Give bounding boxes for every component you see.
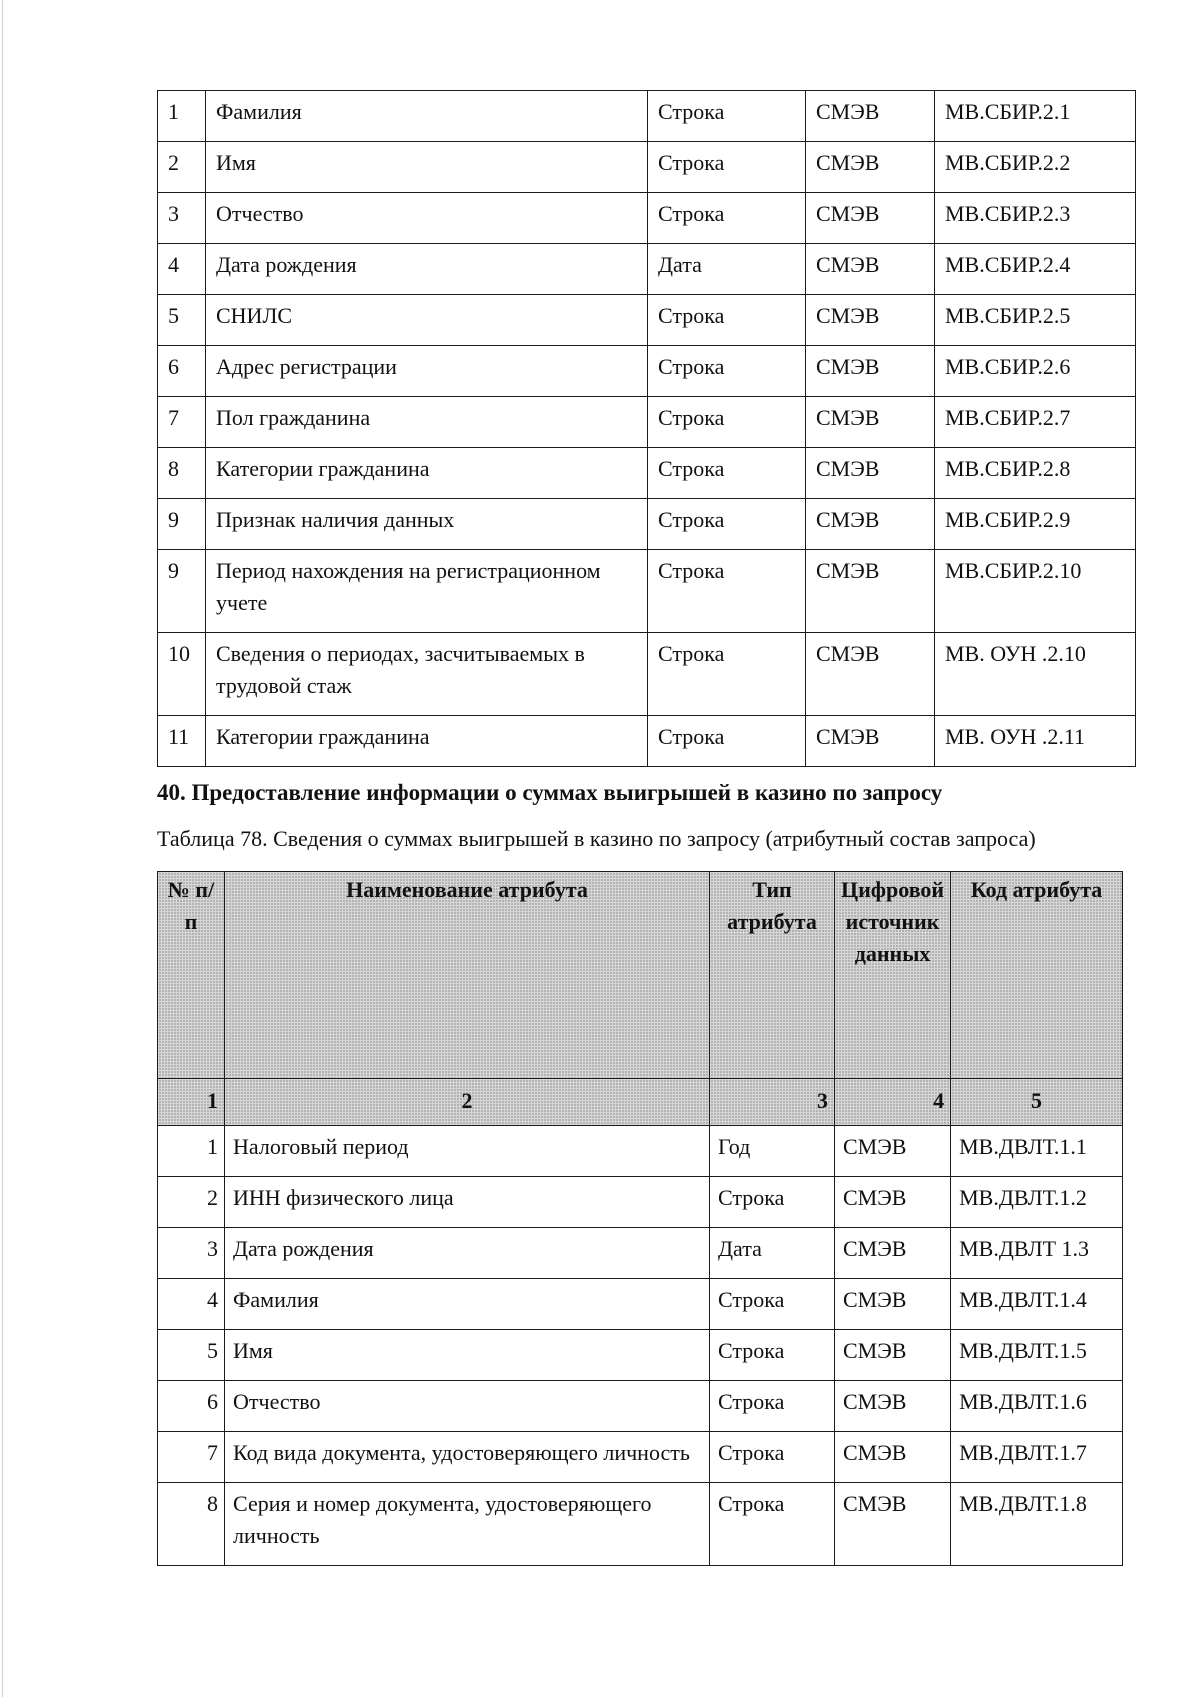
cell-source: СМЭВ	[835, 1228, 951, 1279]
header-code: Код атрибута	[951, 872, 1123, 1079]
cell-name: Категории гражданина	[206, 716, 648, 767]
cell-source: СМЭВ	[835, 1330, 951, 1381]
cell-code: МВ. ОУН .2.10	[935, 633, 1136, 716]
cell-num: 8	[158, 448, 206, 499]
cell-num: 3	[158, 193, 206, 244]
cell-num: 4	[158, 244, 206, 295]
cell-type: Строка	[648, 633, 806, 716]
cell-name: Адрес регистрации	[206, 346, 648, 397]
table-row	[158, 448, 1136, 499]
cell-code: МВ.ДВЛТ.1.5	[951, 1330, 1123, 1381]
cell-num: 6	[158, 1381, 225, 1432]
cell-type: Строка	[710, 1483, 835, 1566]
column-index-2: 2	[225, 1079, 710, 1126]
cell-type: Строка	[710, 1381, 835, 1432]
cell-name: Фамилия	[225, 1279, 710, 1330]
cell-code: МВ.ДВЛТ.1.4	[951, 1279, 1123, 1330]
cell-source: СМЭВ	[835, 1483, 951, 1566]
cell-type: Строка	[648, 193, 806, 244]
cell-name: Имя	[206, 142, 648, 193]
cell-name: Дата рождения	[225, 1228, 710, 1279]
cell-code: МВ.ДВЛТ.1.6	[951, 1381, 1123, 1432]
cell-num: 5	[158, 295, 206, 346]
cell-name: Отчество	[206, 193, 648, 244]
cell-num: 8	[158, 1483, 225, 1566]
table-row	[158, 1177, 1123, 1228]
column-index-4: 4	[835, 1079, 951, 1126]
cell-code: МВ.ДВЛТ.1.7	[951, 1432, 1123, 1483]
cell-code: МВ.ДВЛТ.1.8	[951, 1483, 1123, 1566]
cell-num: 5	[158, 1330, 225, 1381]
cell-num: 11	[158, 716, 206, 767]
header-row	[158, 872, 1123, 1079]
cell-code: МВ.ДВЛТ.1.1	[951, 1126, 1123, 1177]
cell-name: Дата рождения	[206, 244, 648, 295]
table-row	[158, 1126, 1123, 1177]
cell-name: Категории гражданина	[206, 448, 648, 499]
cell-source: СМЭВ	[835, 1432, 951, 1483]
table-row	[158, 193, 1136, 244]
table-row	[158, 499, 1136, 550]
attributes-table-continued	[157, 90, 1136, 767]
cell-source: СМЭВ	[806, 193, 935, 244]
cell-source: СМЭВ	[806, 295, 935, 346]
cell-name: Серия и номер документа, удостоверяющего личность	[225, 1483, 710, 1566]
table-row	[158, 397, 1136, 448]
cell-source: СМЭВ	[806, 142, 935, 193]
cell-code: МВ.СБИР.2.6	[935, 346, 1136, 397]
cell-num: 3	[158, 1228, 225, 1279]
table-row	[158, 1228, 1123, 1279]
cell-source: СМЭВ	[835, 1126, 951, 1177]
cell-source: СМЭВ	[806, 91, 935, 142]
cell-type: Год	[710, 1126, 835, 1177]
table-row	[158, 142, 1136, 193]
column-index-5: 5	[951, 1079, 1123, 1126]
cell-source: СМЭВ	[806, 550, 935, 633]
cell-code: МВ.СБИР.2.7	[935, 397, 1136, 448]
cell-num: 9	[158, 550, 206, 633]
table-caption: Таблица 78. Сведения о суммах выигрышей в казино по запросу (атрибутный состав запроса)	[157, 826, 1036, 851]
cell-code: МВ.СБИР.2.4	[935, 244, 1136, 295]
table-row	[158, 633, 1136, 716]
cell-type: Строка	[710, 1279, 835, 1330]
cell-source: СМЭВ	[806, 397, 935, 448]
cell-type: Строка	[648, 142, 806, 193]
page-edge-line	[2, 0, 3, 1697]
cell-type: Строка	[648, 550, 806, 633]
cell-type: Строка	[710, 1177, 835, 1228]
cell-type: Строка	[648, 448, 806, 499]
cell-type: Дата	[648, 244, 806, 295]
cell-code: МВ.СБИР.2.8	[935, 448, 1136, 499]
table-row	[158, 550, 1136, 633]
cell-num: 7	[158, 1432, 225, 1483]
header-source: Цифровой источник данных	[835, 872, 951, 1079]
cell-num: 1	[158, 1126, 225, 1177]
cell-code: МВ.ДВЛТ 1.3	[951, 1228, 1123, 1279]
casino-winnings-request-table	[157, 871, 1123, 1566]
cell-name: ИНН физического лица	[225, 1177, 710, 1228]
cell-num: 9	[158, 499, 206, 550]
cell-name: Имя	[225, 1330, 710, 1381]
cell-code: МВ.СБИР.2.3	[935, 193, 1136, 244]
cell-source: СМЭВ	[806, 633, 935, 716]
cell-type: Строка	[648, 91, 806, 142]
cell-type: Строка	[648, 716, 806, 767]
attributes-table-continued-body	[158, 91, 1136, 767]
cell-type: Строка	[648, 499, 806, 550]
cell-code: МВ.СБИР.2.2	[935, 142, 1136, 193]
cell-source: СМЭВ	[806, 244, 935, 295]
cell-name: Признак наличия данных	[206, 499, 648, 550]
cell-source: СМЭВ	[835, 1381, 951, 1432]
cell-num: 7	[158, 397, 206, 448]
cell-num: 6	[158, 346, 206, 397]
cell-type: Строка	[648, 295, 806, 346]
table-row	[158, 346, 1136, 397]
cell-name: Отчество	[225, 1381, 710, 1432]
cell-num: 4	[158, 1279, 225, 1330]
section-heading: 40. Предоставление информации о суммах выигрышей в казино по запросу	[157, 780, 943, 805]
header-type: Тип атрибута	[710, 872, 835, 1079]
table-row	[158, 1483, 1123, 1566]
cell-code: МВ.ДВЛТ.1.2	[951, 1177, 1123, 1228]
cell-source: СМЭВ	[835, 1177, 951, 1228]
cell-num: 2	[158, 142, 206, 193]
cell-code: МВ.СБИР.2.9	[935, 499, 1136, 550]
cell-code: МВ.СБИР.2.1	[935, 91, 1136, 142]
table-row	[158, 1432, 1123, 1483]
table-header	[158, 872, 1123, 1126]
cell-type: Дата	[710, 1228, 835, 1279]
cell-name: Пол гражданина	[206, 397, 648, 448]
table-row	[158, 1330, 1123, 1381]
cell-source: СМЭВ	[806, 716, 935, 767]
cell-name: Сведения о периодах, засчитываемых в трудовой стаж	[206, 633, 648, 716]
cell-code: МВ. ОУН .2.11	[935, 716, 1136, 767]
table-row	[158, 716, 1136, 767]
cell-name: Код вида документа, удостоверяющего личность	[225, 1432, 710, 1483]
cell-name: СНИЛС	[206, 295, 648, 346]
table-row	[158, 91, 1136, 142]
column-index-3: 3	[710, 1079, 835, 1126]
cell-name: Фамилия	[206, 91, 648, 142]
cell-type: Строка	[648, 346, 806, 397]
table-row	[158, 244, 1136, 295]
table-body	[158, 1126, 1123, 1566]
cell-source: СМЭВ	[806, 499, 935, 550]
cell-type: Строка	[648, 397, 806, 448]
cell-code: МВ.СБИР.2.10	[935, 550, 1136, 633]
cell-name: Период нахождения на регистрационном учете	[206, 550, 648, 633]
cell-num: 10	[158, 633, 206, 716]
cell-num: 1	[158, 91, 206, 142]
column-index-1: 1	[158, 1079, 225, 1126]
cell-code: МВ.СБИР.2.5	[935, 295, 1136, 346]
column-index-row	[158, 1079, 1123, 1126]
table-row	[158, 295, 1136, 346]
header-name: Наименование атрибута	[225, 872, 710, 1079]
table-row	[158, 1279, 1123, 1330]
cell-num: 2	[158, 1177, 225, 1228]
cell-source: СМЭВ	[806, 448, 935, 499]
header-num: № п/п	[158, 872, 225, 1079]
cell-name: Налоговый период	[225, 1126, 710, 1177]
cell-type: Строка	[710, 1432, 835, 1483]
cell-source: СМЭВ	[806, 346, 935, 397]
cell-source: СМЭВ	[835, 1279, 951, 1330]
table-row	[158, 1381, 1123, 1432]
cell-type: Строка	[710, 1330, 835, 1381]
